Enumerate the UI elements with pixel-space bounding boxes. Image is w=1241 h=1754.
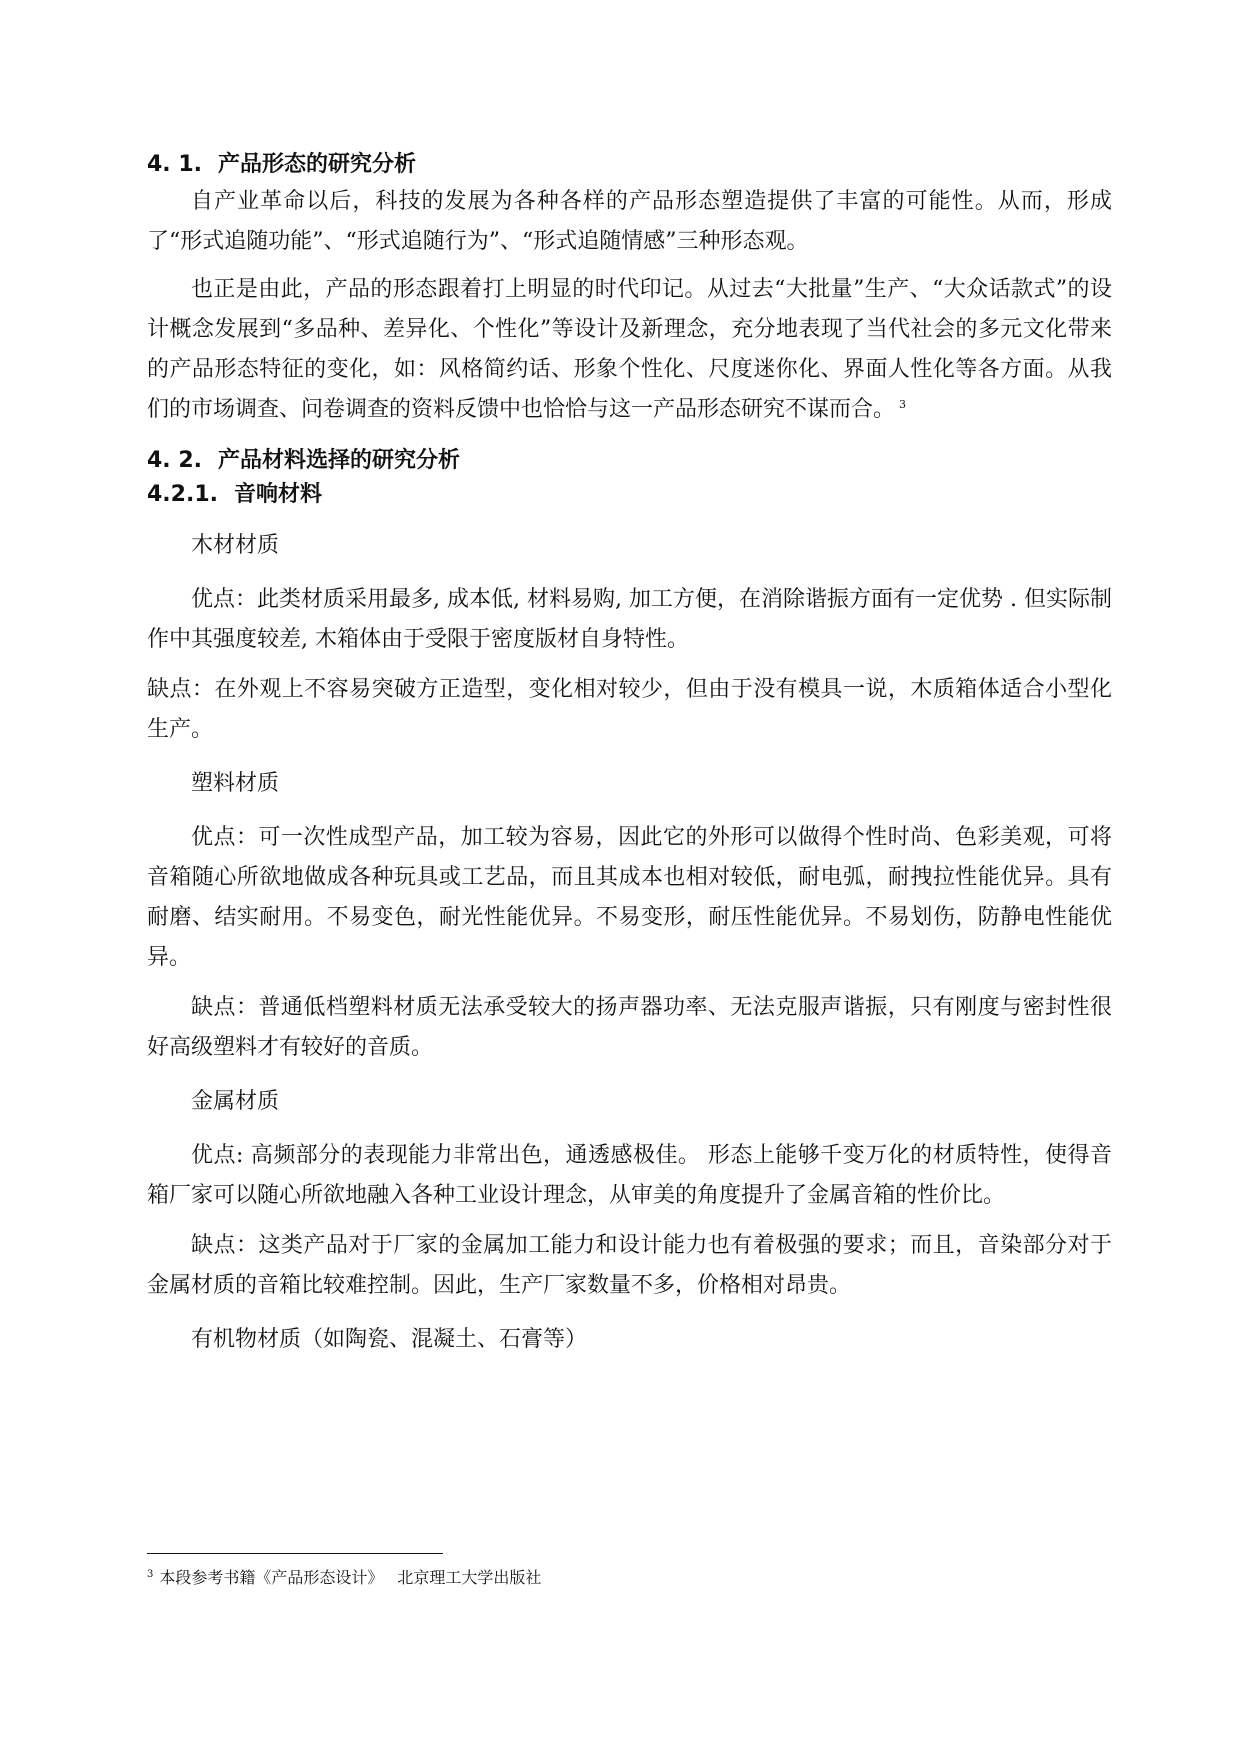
section-number: 4. 1. [147,152,202,177]
plastic-pros: 优点：可一次性成型产品，加工较为容易，因此它的外形可以做得个性时尚、色彩美观，可将音箱随心所欲地做成各种玩具或工艺品，而且其成本也相对较低，耐电弧，耐拽拉性能优异。具有耐磨、结实耐用。不易变色，耐光性能优异。不易变形，耐压性能优异。不易划伤，防静电性能优异。 [147,825,1112,970]
wood-cons: 缺点：在外观上不容易突破方正造型，变化相对较少，但由于没有模具一说，木质箱体适合小型化生产。 [147,677,1112,742]
section-title: 产品形态的研究分析 [218,152,417,177]
document-page [147,148,1112,1374]
section-title: 产品材料选择的研究分析 [218,448,461,473]
metal-pros: 优点: 高频部分的表现能力非常出色，通透感极佳。 形态上能够千变万化的材质特性，使得音箱厂家可以随心所欲地融入各种工业设计理念，从审美的角度提升了金属音箱的性价比。 [147,1143,1112,1208]
section-heading-4-2 [147,444,1112,478]
subsection-number: 4.2.1. [147,482,218,507]
paragraph-industrial-revolution: 自产业革命以后，科技的发展为各种各样的产品形态塑造提供了丰富的可能性。从而，形成了“形式追随功能”、“形式追随行为”、“形式追随情感”三种形态观。 [147,189,1112,254]
footnote-divider [147,1553,443,1554]
footnote-reference: 3 [899,397,907,411]
subsection-heading-4-2-1 [147,478,1112,512]
footnote-text: 本段参考书籍《产品形态设计》 [159,1568,384,1587]
material-label-organic: 有机物材质（如陶瓷、混凝土、石膏等） [191,1327,588,1352]
plastic-cons: 缺点：普通低档塑料材质无法承受较大的扬声器功率、无法克服声谐振，只有刚度与密封性很好高级塑料才有较好的音质。 [147,995,1112,1060]
footnote-number: 3 [147,1568,154,1580]
subsection-title: 音响材料 [234,482,323,507]
material-label-plastic: 塑料材质 [191,771,280,796]
footnote-source: 北京理工大学出版社 [397,1568,542,1587]
footnote [147,1566,541,1590]
wood-pros: 优点：此类材质采用最多, 成本低, 材料易购, 加工方便，在消除谐振方面有一定优势 . 但实际制作中其强度较差, 木箱体由于受限于密度版材自身特性。 [147,587,1112,652]
section-heading-4-1 [147,148,1112,182]
material-label-metal: 金属材质 [191,1089,280,1114]
section-number: 4. 2. [147,448,202,473]
paragraph-text: 也正是由此，产品的形态跟着打上明显的时代印记。从过去“大批量”生产、“大众话款式”的设计概念发展到“多品种、差异化、个性化”等设计及新理念，充分地表现了当代社会的多元文化带来的产品形态特征的变化，如：风格简约话、形象个性化、尺度迷你化、界面人性化等各方面。从我们的市场调查、问卷调查的资料反馈中也恰恰与这一产品形态研究不谋而合。 [147,277,1112,422]
metal-cons: 缺点：这类产品对于厂家的金属加工能力和设计能力也有着极强的要求；而且，音染部分对于金属材质的音箱比较难控制。因此，生产厂家数量不多，价格相对昂贵。 [147,1233,1112,1298]
paragraph-era-imprint [147,270,1112,430]
material-label-wood: 木材材质 [191,533,280,558]
